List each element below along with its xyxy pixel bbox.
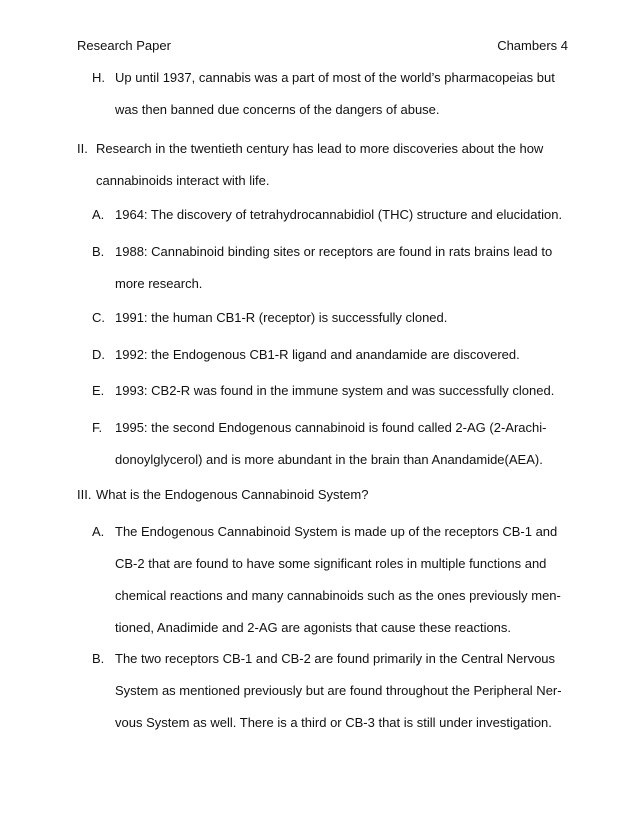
outline-line: cannabinoids interact with life. xyxy=(96,173,270,188)
outline-line: The two receptors CB-1 and CB-2 are found primarily in the Central Nervous xyxy=(115,651,556,666)
outline-line: 1964: The discovery of tetrahydrocannabidiol (THC) structure and elucidation. xyxy=(115,207,563,222)
outline-marker: A. xyxy=(92,207,105,222)
outline-marker: B. xyxy=(92,651,105,666)
outline-item-ii-f xyxy=(92,412,562,476)
outline-item-ii-c xyxy=(92,302,562,334)
outline-marker: E. xyxy=(92,383,105,398)
outline-item-iii-b xyxy=(92,643,562,739)
outline-line: Research in the twentieth century has lead to more discoveries about the how xyxy=(96,141,544,156)
outline-line: 1995: the second Endogenous cannabinoid is found called 2-AG (2-Arachi- xyxy=(115,420,547,435)
outline-line: 1988: Cannabinoid binding sites or receptors are found in rats brains lead to xyxy=(115,244,553,259)
outline-line: 1993: CB2-R was found in the immune system and was successfully cloned. xyxy=(115,383,555,398)
outline-item-ii xyxy=(77,133,557,197)
outline-marker: B. xyxy=(92,244,105,259)
outline-marker: C. xyxy=(92,310,105,325)
outline-item-iii-a xyxy=(92,516,562,644)
outline-item-iii xyxy=(77,479,557,511)
outline-line: donoylglycerol) and is more abundant in the brain than Anandamide(AEA). xyxy=(115,452,543,467)
header-title: Research Paper xyxy=(77,38,171,53)
outline-item-ii-a xyxy=(92,199,562,231)
outline-line: more research. xyxy=(115,276,203,291)
outline-item-h xyxy=(92,62,562,126)
outline-line: CB-2 that are found to have some significant roles in multiple functions and xyxy=(115,556,547,571)
outline-line: Up until 1937, cannabis was a part of most of the world’s pharmacopeias but xyxy=(115,70,555,85)
outline-item-ii-d xyxy=(92,339,562,371)
outline-line: vous System as well. There is a third or CB-3 that is still under investigation. xyxy=(115,715,552,730)
outline-marker: F. xyxy=(92,420,103,435)
outline-line: 1991: the human CB1-R (receptor) is successfully cloned. xyxy=(115,310,448,325)
outline-line: chemical reactions and many cannabinoids such as the ones previously men- xyxy=(115,588,561,603)
outline-marker: H. xyxy=(92,70,105,85)
outline-marker: II. xyxy=(77,141,88,156)
outline-line: What is the Endogenous Cannabinoid System? xyxy=(96,487,369,502)
outline-line: The Endogenous Cannabinoid System is made up of the receptors CB-1 and xyxy=(115,524,558,539)
outline-line: tioned, Anadimide and 2-AG are agonists that cause these reactions. xyxy=(115,620,512,635)
outline-item-ii-b xyxy=(92,236,562,300)
outline-marker: III. xyxy=(77,487,92,502)
outline-line: 1992: the Endogenous CB1-R ligand and anandamide are discovered. xyxy=(115,347,520,362)
outline-line: System as mentioned previously but are found throughout the Peripheral Ner- xyxy=(115,683,562,698)
outline-marker: A. xyxy=(92,524,105,539)
header-author-page: Chambers 4 xyxy=(497,38,568,53)
outline-marker: D. xyxy=(92,347,105,362)
outline-line: was then banned due concerns of the dangers of abuse. xyxy=(115,102,440,117)
outline-item-ii-e xyxy=(92,375,562,407)
